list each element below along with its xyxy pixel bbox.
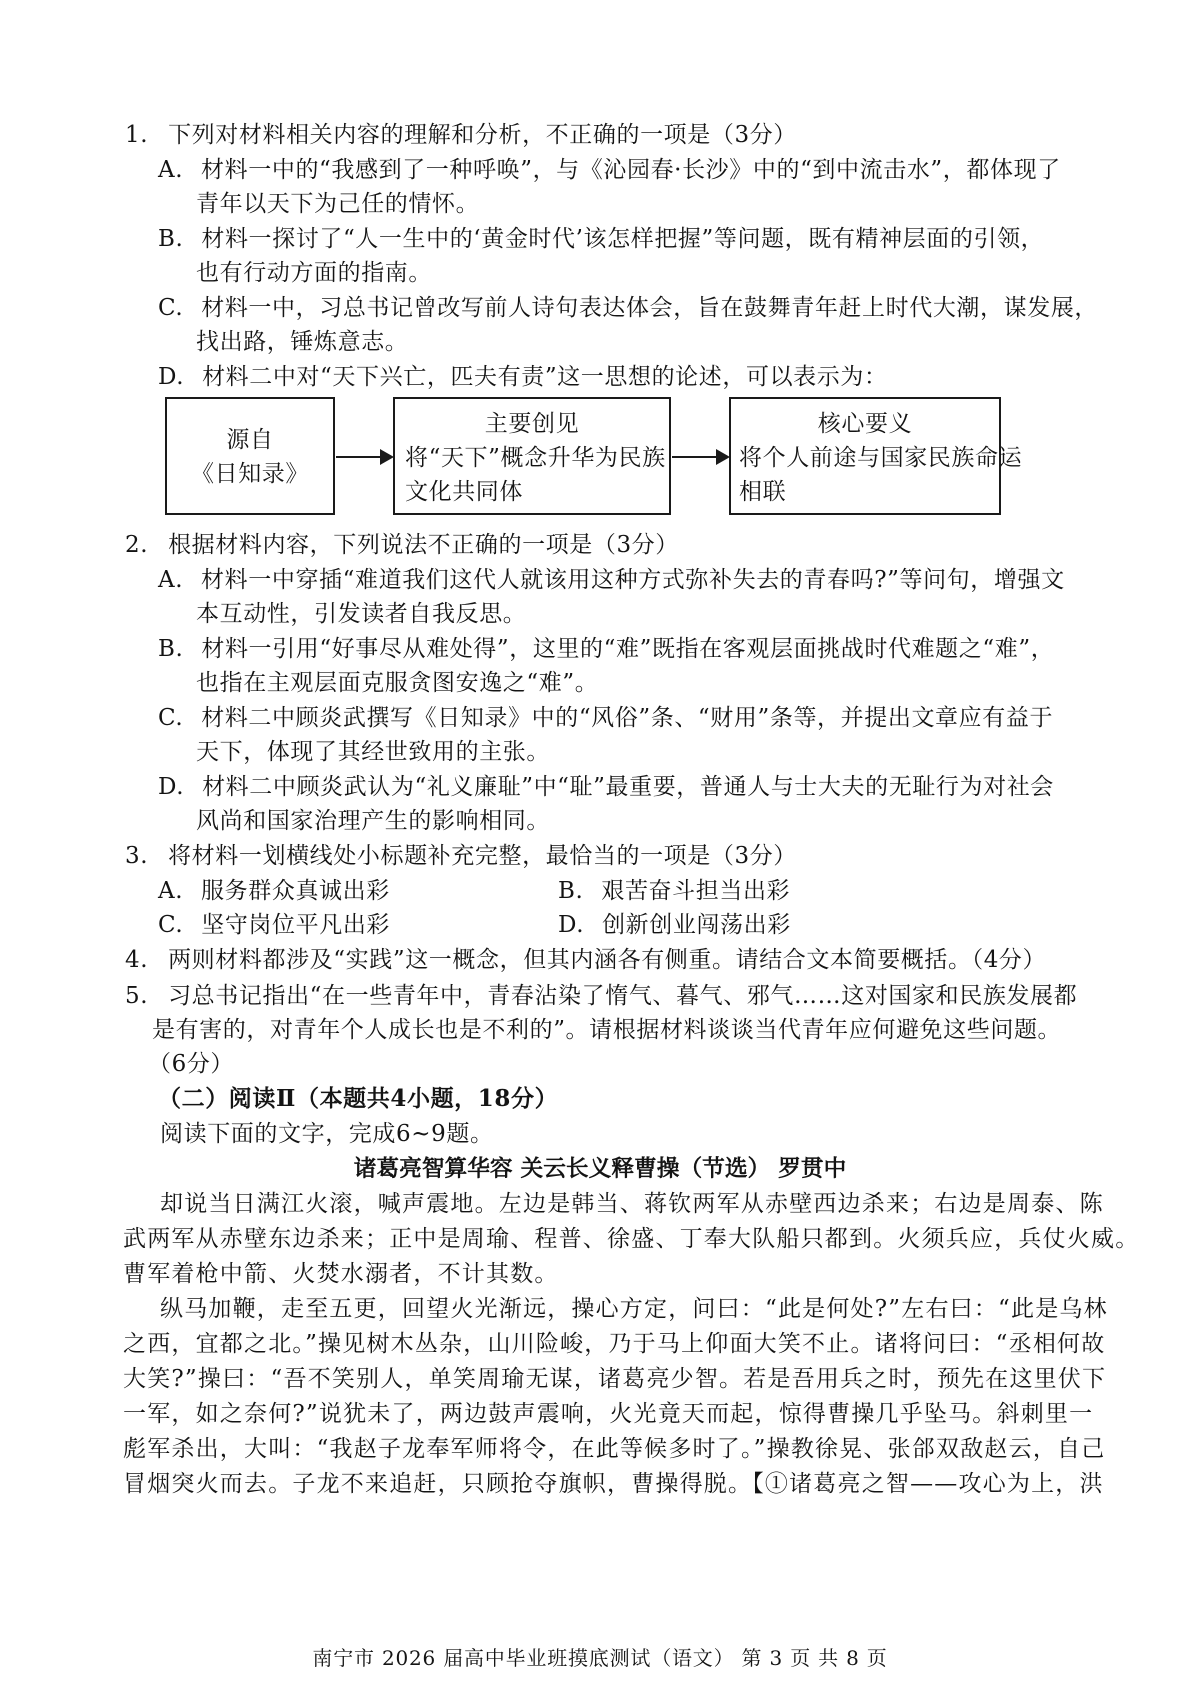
q1-option-c-line2: 找出路，锤炼意志。: [196, 329, 409, 355]
diagram-arrow-1: [336, 456, 392, 458]
q1-option-c-text: 材料一中，习总书记曾改写前人诗句表达体会，旨在鼓舞青年赶上时代大潮，谋发展，: [201, 295, 1099, 321]
q4-number: 4.: [125, 947, 149, 973]
q3-option-c-letter: C.: [158, 912, 184, 938]
q2-option-b-letter: B.: [158, 636, 184, 662]
q1-option-a-line1: [158, 155, 1061, 185]
page-footer: 南宁市 2026 届高中毕业班摸底测试（语文） 第 3 页 共 8 页: [312, 1646, 888, 1670]
q1-option-d-line1: [158, 362, 888, 392]
q2-option-d-line1: [158, 772, 1054, 802]
diagram-box-core-meaning-line2: 相联: [739, 479, 787, 505]
passage-p2-line5: 彪军杀出，大叫：“我赵子龙奉军师将令，在此等候多时了。”操教徐晃、张郃双敌赵云，自己: [123, 1436, 1106, 1462]
q2-option-a-line1: [158, 565, 1065, 595]
q1-stem-text: 下列对材料相关内容的理解和分析，不正确的一项是（3分）: [168, 122, 797, 148]
q1-stem: [125, 120, 797, 150]
q2-option-a-letter: A.: [158, 567, 184, 593]
q3-option-a-text: 服务群众真诚出彩: [201, 878, 390, 904]
q1-number: 1.: [125, 122, 149, 148]
q5-stem-line1: [125, 981, 1077, 1011]
q2-option-a-line2: 本互动性，引发读者自我反思。: [196, 601, 527, 627]
passage-p1-line3: 曹军着枪中箭、火焚水溺者，不计其数。: [123, 1261, 559, 1287]
q2-option-d-line2: 风尚和国家治理产生的影响相同。: [196, 808, 550, 834]
q2-number: 2.: [125, 532, 149, 558]
q1-option-b-letter: B.: [158, 226, 184, 252]
q3-option-c: [158, 910, 390, 940]
diagram-box-main-idea-line2: 文化共同体: [405, 479, 523, 505]
q1-option-a-letter: A.: [158, 157, 184, 183]
diagram-box-source: [165, 397, 335, 515]
diagram-box-main-idea-title: 主要创见: [484, 411, 580, 437]
q3-option-c-text: 坚守岗位平凡出彩: [201, 912, 391, 938]
passage-p1-line2: 武两军从赤壁东边杀来；正中是周瑜、程普、徐盛、丁奉大队船只都到。火须兵应，兵仗火威。: [123, 1226, 1140, 1252]
q1-option-a-text: 材料一中的“我感到了一种呼唤”，与《沁园春·长沙》中的“到中流击水”，都体现了: [201, 157, 1061, 183]
q1-option-a-line2: 青年以天下为己任的情怀。: [196, 191, 480, 217]
section2-instruction: 阅读下面的文字，完成6~9题。: [160, 1121, 494, 1147]
passage-p2-line3: 大笑?”操曰：“吾不笑别人，单笑周瑜无谋，诸葛亮少智。若是吾用兵之时，预先在这里伏下: [123, 1366, 1107, 1392]
q5-stem-line3: （6分）: [148, 1051, 235, 1077]
q1-option-b-line1: [158, 224, 1044, 254]
q2-option-d-letter: D.: [158, 774, 185, 800]
diagram-box-core-meaning-line1: 将个人前途与国家民族命运: [739, 445, 1023, 471]
q1-option-b-line2: 也有行动方面的指南。: [196, 260, 432, 286]
passage-p2-line2: 之西，宜都之北。”操见树木丛杂，山川险峻，乃于马上仰面大笑不止。诸将问曰：“丞相何故: [123, 1331, 1106, 1357]
q2-option-a-text: 材料一中穿插“难道我们这代人就该用这种方式弥补失去的青春吗?”等问句，增强文: [201, 567, 1065, 593]
passage-title: 诸葛亮智算华容 关云长义释曹操（节选） 罗贯中: [353, 1156, 847, 1182]
q2-option-b-line1: [158, 634, 1054, 664]
diagram-box-source-title: 源自: [226, 427, 274, 453]
q5-stem-text: 习总书记指出“在一些青年中，青春沾染了惰气、暮气、邪气……这对国家和民族发展都: [168, 983, 1078, 1009]
q2-option-d-text: 材料二中顾炎武认为“礼义廉耻”中“耻”最重要，普通人与士大夫的无耻行为对社会: [202, 774, 1054, 800]
diagram-arrow-2: [672, 456, 728, 458]
diagram-box-core-meaning: [729, 397, 1023, 515]
diagram-box-source-text: 《日知录》: [191, 461, 309, 487]
q1-option-c-line1: [158, 293, 1098, 323]
section2-heading: （二）阅读Ⅱ（本题共4小题，18分）: [158, 1085, 559, 1112]
q4-stem: [125, 945, 1046, 975]
q2-option-b-text: 材料一引用“好事尽从难处得”，这里的“难”既指在客观层面挑战时代难题之“难”，: [201, 636, 1055, 662]
q3-stem-text: 将材料一划横线处小标题补充完整，最恰当的一项是（3分）: [168, 843, 797, 869]
q1-option-d-text: 材料二中对“天下兴亡，匹夫有责”这一思想的论述，可以表示为：: [202, 364, 888, 390]
diagram-box-main-idea-line1: 将“天下”概念升华为民族: [405, 445, 666, 471]
q2-stem-text: 根据材料内容，下列说法不正确的一项是（3分）: [168, 532, 679, 558]
q5-stem-line2: 是有害的，对青年个人成长也是不利的”。请根据材料谈谈当代青年应何避免这些问题。: [152, 1017, 1062, 1043]
q2-option-c-letter: C.: [158, 705, 184, 731]
q3-option-d-text: 创新创业闯荡出彩: [602, 912, 791, 938]
q2-option-c-text: 材料二中顾炎武撰写《日知录》中的“风俗”条、“财用”条等，并提出文章应有益于: [201, 705, 1054, 731]
q5-number: 5.: [125, 983, 149, 1009]
q3-option-b-letter: B.: [558, 878, 584, 904]
q3-stem: [125, 841, 797, 871]
q1-option-d-letter: D.: [158, 364, 185, 390]
q2-stem: [125, 530, 679, 560]
q2-option-b-line2: 也指在主观层面克服贪图安逸之“难”。: [196, 670, 599, 696]
q1-option-b-text: 材料一探讨了“人一生中的‘黄金时代’该怎样把握”等问题，既有精神层面的引领，: [201, 226, 1045, 252]
passage-p2-line1: 纵马加鞭，走至五更，回望火光渐远，操心方定，问曰：“此是何处?”左右曰：“此是乌林: [160, 1296, 1108, 1322]
q2-option-c-line1: [158, 703, 1053, 733]
passage-p2-line6: 冒烟突火而去。子龙不来追赶，只顾抢夺旗帜，曹操得脱。【①诸葛亮之智——攻心为上，洪: [123, 1471, 1104, 1497]
q3-option-b-text: 艰苦奋斗担当出彩: [601, 878, 791, 904]
diagram-box-core-meaning-title: 核心要义: [817, 411, 913, 437]
q3-number: 3.: [125, 843, 149, 869]
passage-p1-line1: 却说当日满江火滚，喊声震地。左边是韩当、蒋钦两军从赤壁西边杀来；右边是周泰、陈: [160, 1191, 1104, 1217]
q1-option-c-letter: C.: [158, 295, 184, 321]
q3-option-d: [558, 910, 791, 940]
q4-stem-text: 两则材料都涉及“实践”这一概念，但其内涵各有侧重。请结合文本简要概括。（4分）: [168, 947, 1047, 973]
q3-option-b: [558, 876, 790, 906]
passage-p2-line4: 一军，如之奈何?”说犹未了，两边鼓声震响，火光竟天而起，惊得曹操几乎坠马。斜刺里一: [123, 1401, 1094, 1427]
q2-option-c-line2: 天下，体现了其经世致用的主张。: [196, 739, 550, 765]
q3-option-a-letter: A.: [158, 878, 184, 904]
q3-option-d-letter: D.: [558, 912, 585, 938]
q3-option-a: [158, 876, 390, 906]
diagram-box-main-idea: [393, 397, 671, 515]
